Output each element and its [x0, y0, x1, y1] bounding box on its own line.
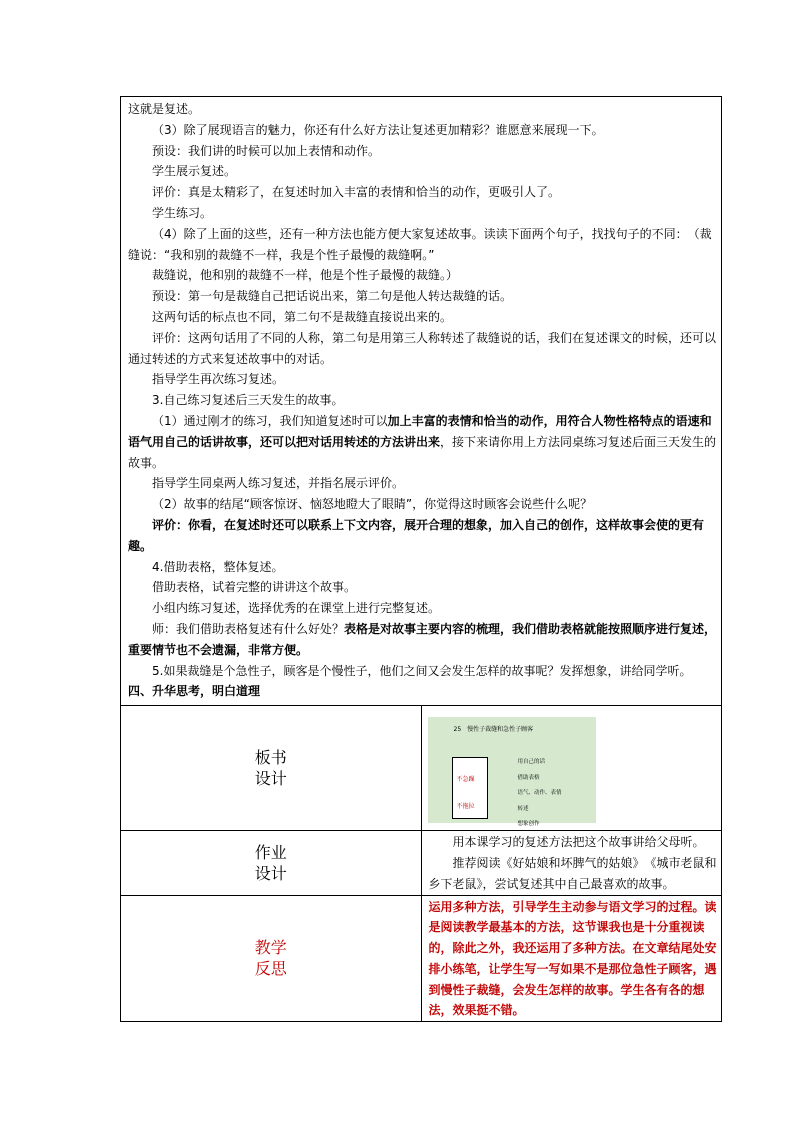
homework-label-cell [121, 831, 422, 895]
reflection-label-cell [121, 895, 422, 1022]
board-left-top: 不急躁 [456, 776, 475, 784]
homework-cell [421, 831, 722, 895]
process-segment: （1）通过刚才的练习，我们知道复述时可以 [152, 413, 388, 428]
process-paragraph: 学生练习。 [152, 205, 213, 220]
homework-label: 作业设计 [254, 842, 287, 883]
board-label: 板书设计 [254, 748, 287, 789]
process-paragraph: 裁缝说，他和别的裁缝不一样，他是个性子最慢的裁缝。） [152, 268, 459, 283]
process-paragraph: 这两句话的标点也不同，第二句不是裁缝直接说出来的。 [152, 309, 453, 324]
process-paragraph: 评价：真是太精彩了，在复述时加入丰富的表情和恰当的动作，更吸引人了。 [152, 185, 561, 200]
reflection-row [121, 895, 722, 1022]
board-row [121, 706, 722, 831]
blackboard-image [428, 717, 596, 828]
process-paragraph: 指导学生同桌两人练习复述，并指名展示评价。 [152, 476, 405, 491]
reflection-label: 教学反思 [254, 938, 287, 979]
lesson-plan-table [120, 96, 722, 1022]
process-paragraph: 借助表格，试着完整的讲讲这个故事。 [152, 580, 357, 595]
board-design-cell [421, 706, 722, 831]
process-paragraph: 5.如果裁缝是个急性子，顾客是个慢性子，他们之间又会发生怎样的故事呢？发挥想象，讲给同学听。 [152, 663, 692, 678]
board-label-cell [121, 706, 422, 831]
process-segment: 加上丰富的表情和恰当的动作，用符合人物性格特点的语速和语气用自己的话讲故事，还可以把对话用转述的方法讲出来 [128, 413, 712, 449]
lesson-plan-page [120, 96, 722, 1022]
board-title: 25 慢性子裁缝和急性子顾客 [453, 726, 534, 734]
board-left-box [452, 757, 488, 819]
homework-line: 推荐阅读《好姑娘和坏脾气的姑娘》 《城市老鼠和乡下老鼠》，尝试复述其中自己最喜欢的故事。 [428, 855, 717, 891]
board-point: 转述 [517, 806, 529, 813]
process-row [121, 97, 722, 706]
board-left-bottom: 不拖拉 [456, 803, 475, 811]
process-paragraph: （3）除了展现语言的魅力，你还有什么好方法让复述更加精彩？谁愿意来展现一下。 [152, 122, 604, 137]
process-segment: ，接下来请你用上方法同桌练习复述后面三天发生的故事。 [128, 434, 717, 470]
board-point: 语气、动作、表情 [517, 790, 562, 797]
homework-line: 用本课学习的复述方法把这个故事讲给父母听。 [452, 835, 705, 850]
process-segment: 师：我们借助表格复述有什么好处？ [152, 621, 345, 636]
process-paragraph: （2）故事的结尾“顾客惊讶、恼怒地瞪大了眼睛”，你觉得这时顾客会说些什么呢？ [152, 497, 593, 512]
board-point: 借助表格 [517, 775, 540, 782]
process-paragraph: （4）除了上面的这些，还有一种方法也能方便大家复述故事。读读下面两个句子，找找句子的不同： （裁缝说：“我和别的裁缝不一样，我是个性子最慢的裁缝啊。” [128, 226, 712, 262]
process-paragraph: 预设：我们讲的时候可以加上表情和动作。 [152, 143, 381, 158]
process-paragraph: 四、升华思考，明白道理 [128, 684, 261, 699]
process-paragraph: 学生展示复述。 [152, 164, 237, 179]
process-paragraph [128, 411, 717, 473]
process-paragraph: 评价：你看，在复述时还可以联系上下文内容，展开合理的想象，加入自己的创作，这样故事会使的更有趣。 [128, 517, 705, 553]
process-paragraph: 小组内练习复述，选择优秀的在课堂上进行完整复述。 [152, 601, 441, 616]
process-segment: 表格是对故事主要内容的梳理，我们借助表格就能按照顺序进行复述，重要情节也不会遗漏，非常方便。 [128, 621, 717, 657]
teaching-process-cell [121, 97, 722, 706]
process-paragraph: 指导学生再次练习复述。 [152, 372, 285, 387]
teaching-process-text [128, 99, 717, 702]
process-paragraph: 预设：第一句是裁缝自己把话说出来，第二句是他人转达裁缝的话。 [152, 289, 513, 304]
homework-row [121, 831, 722, 895]
process-paragraph: 评价：这两句话用了不同的人称，第二句是用第三人称转述了裁缝说的话，我们在复述课文的时候，还可以通过转述的方式来复述故事中的对话。 [128, 330, 717, 366]
process-paragraph: 4.借助表格，整体复述。 [152, 559, 284, 574]
board-point: 想象创作 [517, 821, 540, 828]
process-paragraph: 这就是复述。 [128, 102, 201, 116]
reflection-cell [421, 895, 722, 1022]
process-paragraph: 3.自己练习复述后三天发生的故事。 [152, 393, 344, 408]
reflection-text: 运用多种方法，引导学生主动参与语文学习的过程。读是阅读教学最基本的方法，这节课我也是十分重视读的，除此之外，我还运用了多种方法。在文章结尾处安排小练笔，让学生写一写如果不是那位急性子顾客，遇到慢性子裁缝，会发生怎样的故事。学生各有各的想法，效果挺不错。 [428, 899, 717, 1018]
process-paragraph [128, 619, 717, 661]
board-point: 用自己的话 [517, 759, 546, 766]
